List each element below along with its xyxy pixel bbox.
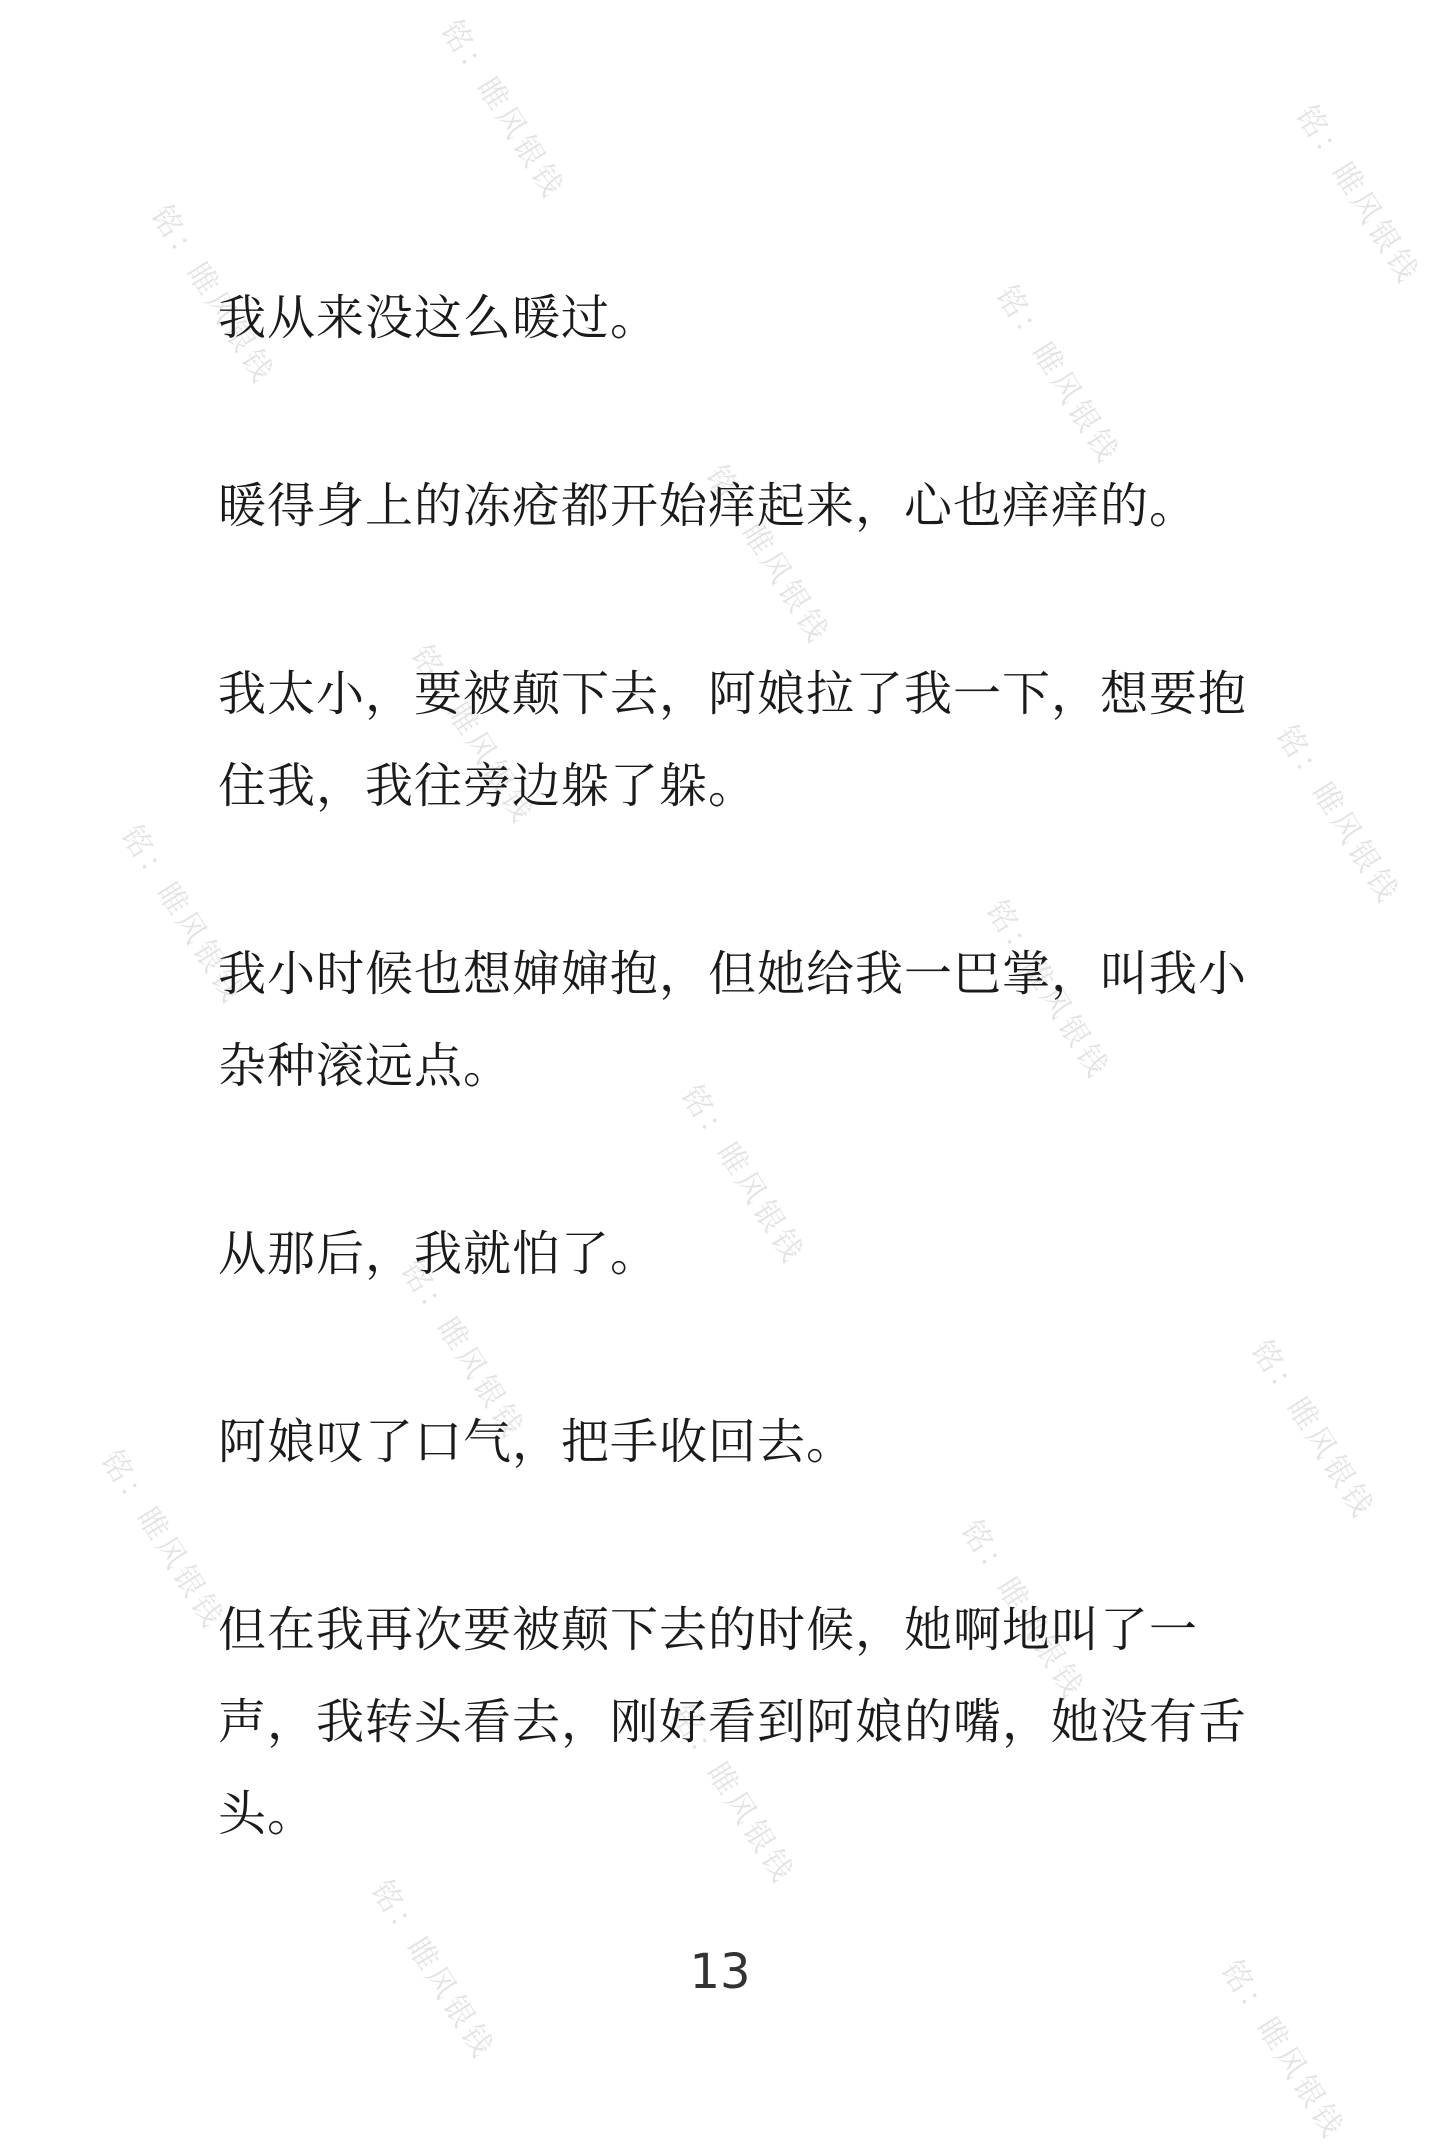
watermark: 铭：睢风银钱: [988, 279, 1127, 471]
watermark: 铭：睢风银钱: [1288, 99, 1427, 291]
watermark: 铭：睢风银钱: [93, 1444, 232, 1636]
article-body: [218, 272, 1258, 1956]
paragraph-4: 我小时候也想婶婶抱，但她给我一巴掌，叫我小杂种滚远点。: [218, 946, 1248, 1094]
watermark: 铭：睢风银钱: [953, 1514, 1092, 1706]
paragraph-7: 但在我再次要被颠下去的时候，她啊地叫了一声，我转头看去，刚好看到阿娘的嘴，她没有舌头。: [218, 1602, 1248, 1842]
watermark: 铭：睢风银钱: [393, 1254, 532, 1446]
paragraph-2: 暖得身上的冻疮都开始痒起来，心也痒痒的。: [218, 478, 1199, 534]
watermark: 铭：睢风银钱: [978, 894, 1117, 1086]
paragraph-6: 阿娘叹了口气，把手收回去。: [218, 1414, 856, 1470]
paragraph-5: 从那后，我就怕了。: [218, 1226, 660, 1282]
paragraph-1: 我从来没这么暖过。: [218, 290, 660, 346]
watermark: 铭：睢风银钱: [403, 639, 542, 831]
watermark: 铭：睢风银钱: [363, 1874, 502, 2066]
watermark: 铭：睢风银钱: [698, 459, 837, 651]
watermark: 铭：睢风银钱: [113, 819, 252, 1011]
watermark: 铭：睢风银钱: [433, 14, 572, 206]
watermark: 铭：睢风银钱: [1268, 719, 1407, 911]
watermark: 铭：睢风银钱: [143, 199, 282, 391]
watermark: 铭：睢风银钱: [663, 1699, 802, 1891]
watermark: 铭：睢风银钱: [1213, 1954, 1352, 2146]
watermark: 铭：睢风银钱: [1243, 1334, 1382, 1526]
paragraph-3: 我太小，要被颠下去，阿娘拉了我一下，想要抱住我，我往旁边躲了躲。: [218, 666, 1248, 814]
watermark: 铭：睢风银钱: [673, 1079, 812, 1271]
page-number: 13: [689, 1944, 751, 2000]
